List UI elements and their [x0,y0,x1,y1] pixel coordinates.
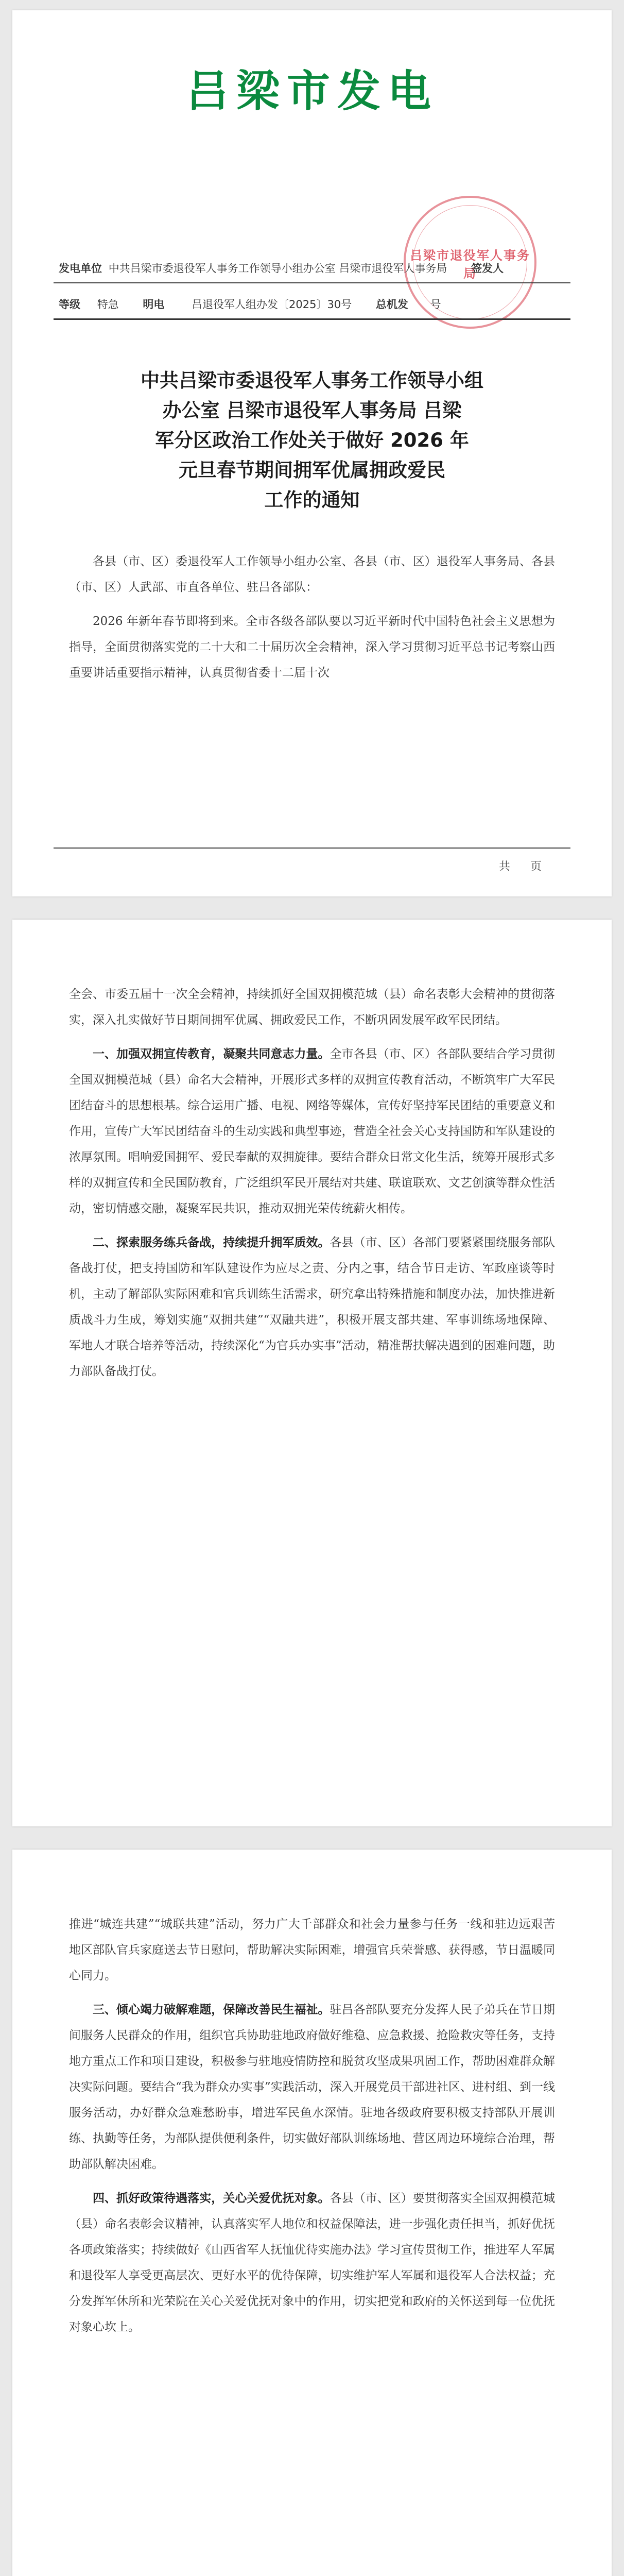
level-label: 等级 [59,298,80,311]
level-value: 特急 [97,298,119,311]
salutation: 各县（市、区）委退役军人工作领导小组办公室、各县（市、区）退役军人事务局、各县（市、区）人武部、市直各单位、驻吕各部队： [69,555,555,594]
sender-line [59,260,565,276]
section-4-heading: 四、抓好政策待遇落实，关心关爱优抚对象。 [93,2192,330,2205]
document-page-2 [12,920,612,1826]
body-block-2 [69,981,555,1393]
masthead-title: 吕梁市发电 [185,66,438,116]
section-2-heading: 二、探索服务练兵备战，持续提升拥军质效。 [93,1236,330,1249]
section-1-heading: 一、加强双拥宣传教育，凝聚共同意志力量。 [93,1047,330,1061]
section-3 [69,1997,555,2177]
unit-value: 中共吕梁市委退役军人事务工作领导小组办公室 吕梁市退役军人事务局 [108,262,447,275]
header-rule [54,282,570,283]
section-1-text: 全市各县（市、区）各部队要结合学习贯彻全国双拥模范城（县）命名大会精神，开展形式多样的双拥宣传教育活动，不断筑牢广大军民团结奋斗的思想根基。综合运用广播、电视、网络等媒体，宣传好坚持军民团结的重要意义和作用，宣传广大军民团结奋斗的生动实践和典型事迹，营造全社会关心支持国防和军队建设的浓厚氛围。唱响爱国拥军、爱民奉献的双拥旋律。要结合群众日常文化生活，统筹开展形式多样的双拥宣传和全民国防教育，广泛组织军民开展结对共建、联谊联欢、文艺创演等群众性活动，密切情感交融，凝聚军民共识，推动双拥光荣传统薪火相传。 [69,1047,556,1215]
body-block-1 [69,549,555,694]
continued-paragraph: 全会、市委五届十一次全会精神，持续抓好全国双拥模范城（县）命名表彰大会精神的贯彻落实，深入扎实做好节日期间拥军优属、拥政爱民工作，不断巩固发展军政军民团结。 [69,988,555,1027]
document-page-3 [12,1850,612,2576]
title-line: 工作的通知 [264,489,360,511]
title-line: 元旦春节期间拥军优属拥政爱民 [179,459,445,481]
doc-number: 吕退役军人组办发〔2025〕30号 [192,298,352,311]
section-3-heading: 三、倾心竭力破解难题，保障改善民生福祉。 [93,2003,330,2016]
unit-label: 发电单位 [59,262,102,275]
title-line: 办公室 吕梁市退役军人事务局 吕梁 [162,399,462,421]
section-2 [69,1230,555,1384]
section-4-text: 各县（市、区）要贯彻落实全国双拥模范城（县）命名表彰会议精神，认真落实军人地位和权益保障法，进一步强化责任担当，抓好优抚各项政策落实；持续做好《山西省军人抚恤优待实施办法》学习宣传贯彻工作，推进军人军属和退役军人享受更高层次、更好水平的优待保障，切实维护军人军属和退役军人合法权益；充分发挥军休所和光荣院在关心关爱优抚对象中的作用，切实把党和政府的关怀送到每一位优抚对象心坎上。 [69,2192,556,2334]
title-line: 中共吕梁市委退役军人事务工作领导小组 [141,369,483,392]
document-title [74,366,550,515]
intro-paragraph: 2026 年新年春节即将到来。全市各级各部队要以习近平新时代中国特色社会主义思想为指导，全面贯彻落实党的二十大和二十届历次全会精神，深入学习贯彻习近平总书记考察山西重要讲话重要指示精神，认真贯彻省委十二届十次 [69,615,555,680]
section-3-text: 驻吕各部队要充分发挥人民子弟兵在节日期间服务人民群众的作用，组织官兵协助驻地政府做好维稳、应急救援、抢险救灾等任务，支持地方重点工作和项目建设，积极参与驻地疫情防控和脱贫攻坚成果巩固工作，帮助困难群众解决实际问题。要结合“我为群众办实事”实践活动，深入开展党员干部进社区、进村组、到一线服务活动，办好群众急难愁盼事，增进军民鱼水深情。驻地各级政府要积极支持部队开展训练、执勤等任务，为部队提供便利条件，切实做好部队训练场地、营区周边环境综合治理，帮助部队解决困难。 [69,2003,556,2171]
header-rule-bold [54,318,570,320]
section-1 [69,1041,555,1222]
seal-text: 吕梁市退役军人事务局 [410,248,530,281]
secret-label: 明电 [143,298,165,311]
footer-rule [54,848,570,849]
page-count: 共 页 [499,860,550,873]
document-page-1 [12,10,612,896]
section-2-text: 各县（市、区）各部门要紧紧围绕服务部队备战打仗，把支持国防和军队建设作为应尽之责、分内之事，结合节日走访、军政座谈等时机，主动了解部队实际困难和官兵训练生活需求，研究拿出特殊措施和制度办法，加快推进新质战斗力生成，筹划实施“双拥共建”“双融共进”，积极开展支部共建、军事训练场地保障、军地人才联合培养等活动，持续深化“为官兵办实事”活动，精准帮扶解决遇到的困难问题，助力部队备战打仗。 [69,1236,556,1378]
section-4 [69,2185,555,2340]
body-block-3 [69,1911,555,2348]
title-line: 军分区政治工作处关于做好 2026 年 [155,429,469,451]
tracking-value: 号 [430,298,441,311]
doc-info-line [59,296,565,312]
tracking-label: 总机发 [375,298,408,311]
signer-label: 签发人 [471,262,504,275]
continued-paragraph: 推进“城连共建”“城联共建”活动，努力广大千部群众和社会力量参与任务一线和驻边远艰苦地区部队官兵家庭送去节日慰问，帮助解决实际困难，增强官兵荣誉感、获得感，节日温暖同心同力。 [69,1918,555,1982]
